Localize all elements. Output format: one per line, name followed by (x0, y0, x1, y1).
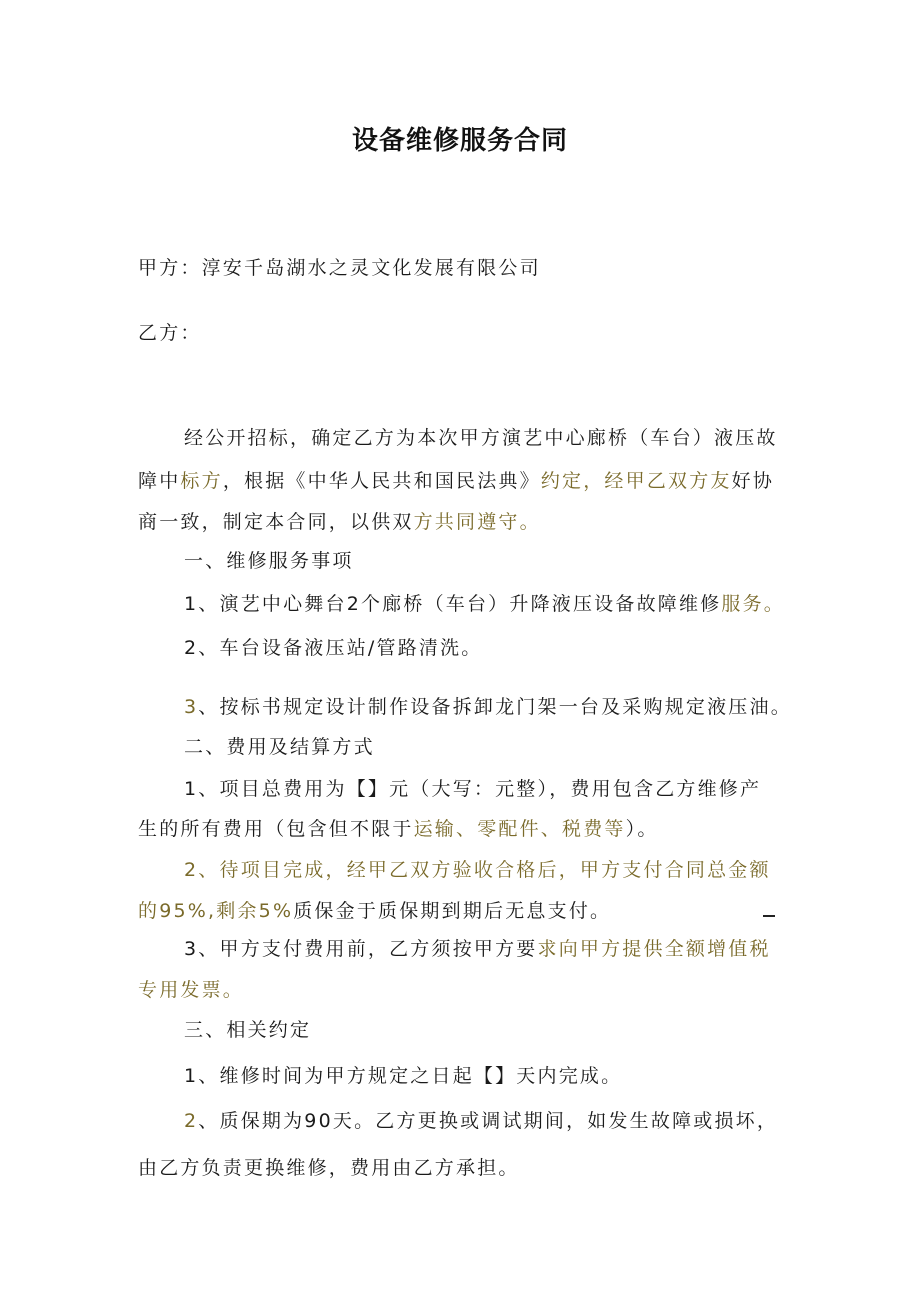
s3-item2-number: 2 (184, 1110, 199, 1132)
intro-l2-part-b: 标方 (180, 470, 223, 492)
underscore-mark (763, 915, 775, 917)
s2-item1-l2-b: 运输、零配件、税费等 (413, 818, 626, 840)
section-3-heading: 三、相关约定 (184, 1019, 312, 1041)
section-1-item-3 (184, 692, 792, 722)
s1-item1-accent: 服务。 (721, 593, 785, 615)
section-2-item-3-line-2: 专用发票。 (138, 979, 245, 1001)
intro-line-3 (138, 507, 541, 537)
s2-item3-l1-a: 3、甲方支付费用前，乙方须按甲方要 (184, 938, 538, 960)
s1-item3-number: 3 (184, 696, 199, 718)
section-3-item-2-line-1 (184, 1106, 778, 1136)
s2-item2-l2-a: 的95%,剩余5% (138, 900, 294, 922)
section-2-heading: 二、费用及结算方式 (184, 736, 375, 758)
s2-item1-l2-a: 生的所有费用（包含但不限于 (138, 818, 414, 840)
intro-l2-part-a: 障中 (138, 470, 181, 492)
s2-item1-l2-c: ）。 (625, 818, 659, 840)
document-title: 设备维修服务合同 (351, 126, 568, 156)
section-2-item-1-line-1: 1、项目总费用为【】元（大写：元整），费用包含乙方维修产 (184, 778, 762, 800)
intro-line-2 (138, 466, 774, 496)
s1-item3-text: 、按标书规定设计制作设备拆卸龙门架一台及采购规定液压油。 (198, 696, 792, 718)
intro-l3-part-b: 方共同遵守。 (413, 511, 541, 533)
section-2-item-2-line-2 (138, 896, 611, 926)
party-a-line: 甲方：淳安千岛湖水之灵文化发展有限公司 (138, 257, 541, 279)
section-2-item-1-line-2 (138, 814, 659, 844)
section-1-heading: 一、维修服务事项 (184, 550, 354, 572)
s2-item3-l1-b: 求向甲方提供全额增值税 (537, 938, 771, 960)
section-1-item-2: 2、车台设备液压站/管路清洗。 (184, 637, 483, 659)
intro-l3-part-a: 商一致，制定本合同，以供双 (138, 511, 414, 533)
intro-line-1: 经公开招标，确定乙方为本次甲方演艺中心廊桥（车台）液压故 (184, 427, 778, 449)
party-b-line: 乙方： (138, 322, 202, 344)
intro-l2-part-c: ，根据《中华人民共和国民法典》 (222, 470, 541, 492)
intro-l2-part-e: 好协 (731, 470, 775, 492)
section-3-item-1: 1、维修时间为甲方规定之日起【】天内完成。 (184, 1065, 623, 1087)
section-1-item-1 (184, 589, 785, 619)
s3-item2-text: 、质保期为90天。乙方更换或调试期间，如发生故障或损坏， (198, 1110, 779, 1132)
s2-item2-l2-b: 质保金于质保期到期后无息支付。 (293, 900, 612, 922)
intro-l2-part-d: 约定，经甲乙双方友 (540, 470, 732, 492)
section-2-item-3-line-1 (184, 934, 771, 964)
section-3-item-2-line-2: 由乙方负责更换维修，费用由乙方承担。 (138, 1157, 520, 1179)
section-2-item-2-line-1: 2、待项目完成，经甲乙双方验收合格后，甲方支付合同总金额 (184, 859, 771, 881)
s1-item1-text: 1、演艺中心舞台2个廊桥（车台）升降液压设备故障维修 (184, 593, 722, 615)
